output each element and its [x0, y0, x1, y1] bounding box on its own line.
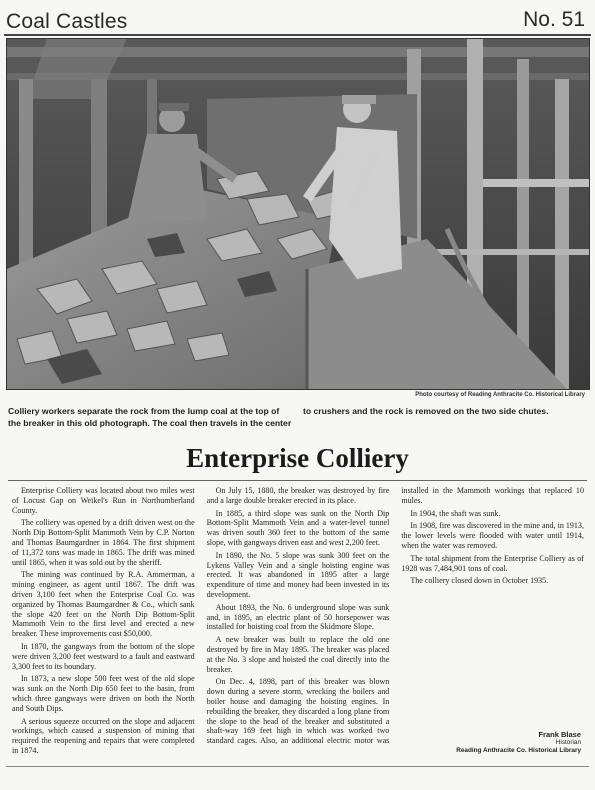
issue-number: No. 51: [523, 8, 585, 31]
photo-caption: Colliery workers separate the rock from the lump coal at the top of the breaker in this old photograph. The coal then travels in the center to crushers and the rock is removed on the two side chutes.: [8, 406, 549, 428]
paragraph: In 1890, the No. 5 slope was sunk 300 feet on the Lykens Valley Vein and a single hoisting engine was erected. It was abandoned in 1895 after a large expenditure of time and money had been invested in its development.: [206, 550, 390, 599]
author-name: Frank Blase: [538, 730, 581, 739]
paragraph: In 1870, the gangways from the bottom of the slope were driven 3,200 feet westward to a fault and eastward 3,300 feet to its boundary.: [12, 641, 195, 671]
page-header: [0, 4, 595, 36]
paragraph: A new breaker was built to replace the old one destroyed by fire in May 1895. The breaker was placed at the No. 3 slope and hoisted the coal directly into the breaker.: [206, 635, 390, 674]
historical-photo: [6, 38, 590, 390]
paragraph: On Dec. 4, 1898, part of this breaker was blown down during a severe storm, wrecking the boilers and boiler house and damaging the hoisting engines. In rebuilding the breaker, they discarded a long plane from the slope to the head of the breaker and substituted a shaft-way 169 feet high in which was worked two standard cages. Also, an additional electric motor was installed in the Mammoth workings that replaced 10 mules.: [206, 486, 584, 746]
photo-credit: Photo courtesy of Reading Anthracite Co. Historical Library: [415, 392, 585, 398]
paragraph: The colliery closed down in October 1935.: [410, 576, 549, 586]
paragraph: In 1904, the shaft was sunk.: [410, 508, 501, 518]
paragraph: Enterprise Colliery was located about two miles west of Locust Gap on Weikel's Run in Northumberland County.: [12, 486, 195, 515]
author-signature: [456, 731, 581, 755]
paragraph: On July 15, 1880, the breaker was destroyed by fire and a large double breaker erected in its place.: [206, 486, 390, 505]
header-rule: [4, 34, 591, 36]
paragraph: The colliery was opened by a drift driven west on the North Dip Bottom-Split Mammoth Vein by C.P. Norton and Thomas Baumgardner in 1864. The first shipment of 11,372 tons was made in 1865. The drift was mined until 1865, when it was sold out by the sheriff.: [12, 518, 195, 567]
paragraph: In 1873, a new slope 500 feet west of the old slope was sunk on the North Dip 650 feet to the basin, from which three gangways were driven on both the North and South Dips.: [12, 674, 195, 713]
paragraph: The mining was continued by R.A. Ammerman, a mining engineer, as agent until 1867. The drift was driven 3,100 feet when the Enterprise Coal Co. was organized by Thomas Baumgardner & Co., which sank the slope 420 feet on the North Dip Bottom-Split Mammoth Vein to the first level and erected a new breaker. These improvements cost $50,000.: [12, 570, 195, 639]
paragraph: In 1885, a third slope was sunk on the North Dip Bottom-Split Mammoth Vein and a water-level tunnel was driven south 360 feet to the bottom of the same slope, with gangways driven east and west 2,200 feet.: [206, 508, 390, 547]
title-rule: [8, 480, 587, 481]
paragraph: About 1893, the No. 6 underground slope was sunk and, in 1895, an electric plant of 50 horsepower was installed for hoisting coal from the Skidmore Slope.: [206, 602, 390, 632]
article-body: [12, 486, 584, 762]
author-affiliation: Reading Anthracite Co. Historical Library: [456, 747, 581, 754]
paragraph: A serious squeeze occurred on the slope and adjacent workings, which caused a suspension of mining that required the reopening and repairs that were completed in 1874.: [12, 716, 195, 755]
paragraph: In 1908, fire was discovered in the mine and, in 1913, the lower levels were flooded with water until 1914, when the water was removed.: [401, 521, 584, 550]
series-title: Coal Castles: [6, 10, 128, 33]
bottom-rule: [6, 766, 589, 767]
article-title: Enterprise Colliery: [186, 443, 409, 473]
author-role: Historian: [555, 739, 581, 746]
paragraph: The total shipment from the Enterprise Colliery as of 1928 was 7,484,901 tons of coal.: [401, 553, 584, 573]
